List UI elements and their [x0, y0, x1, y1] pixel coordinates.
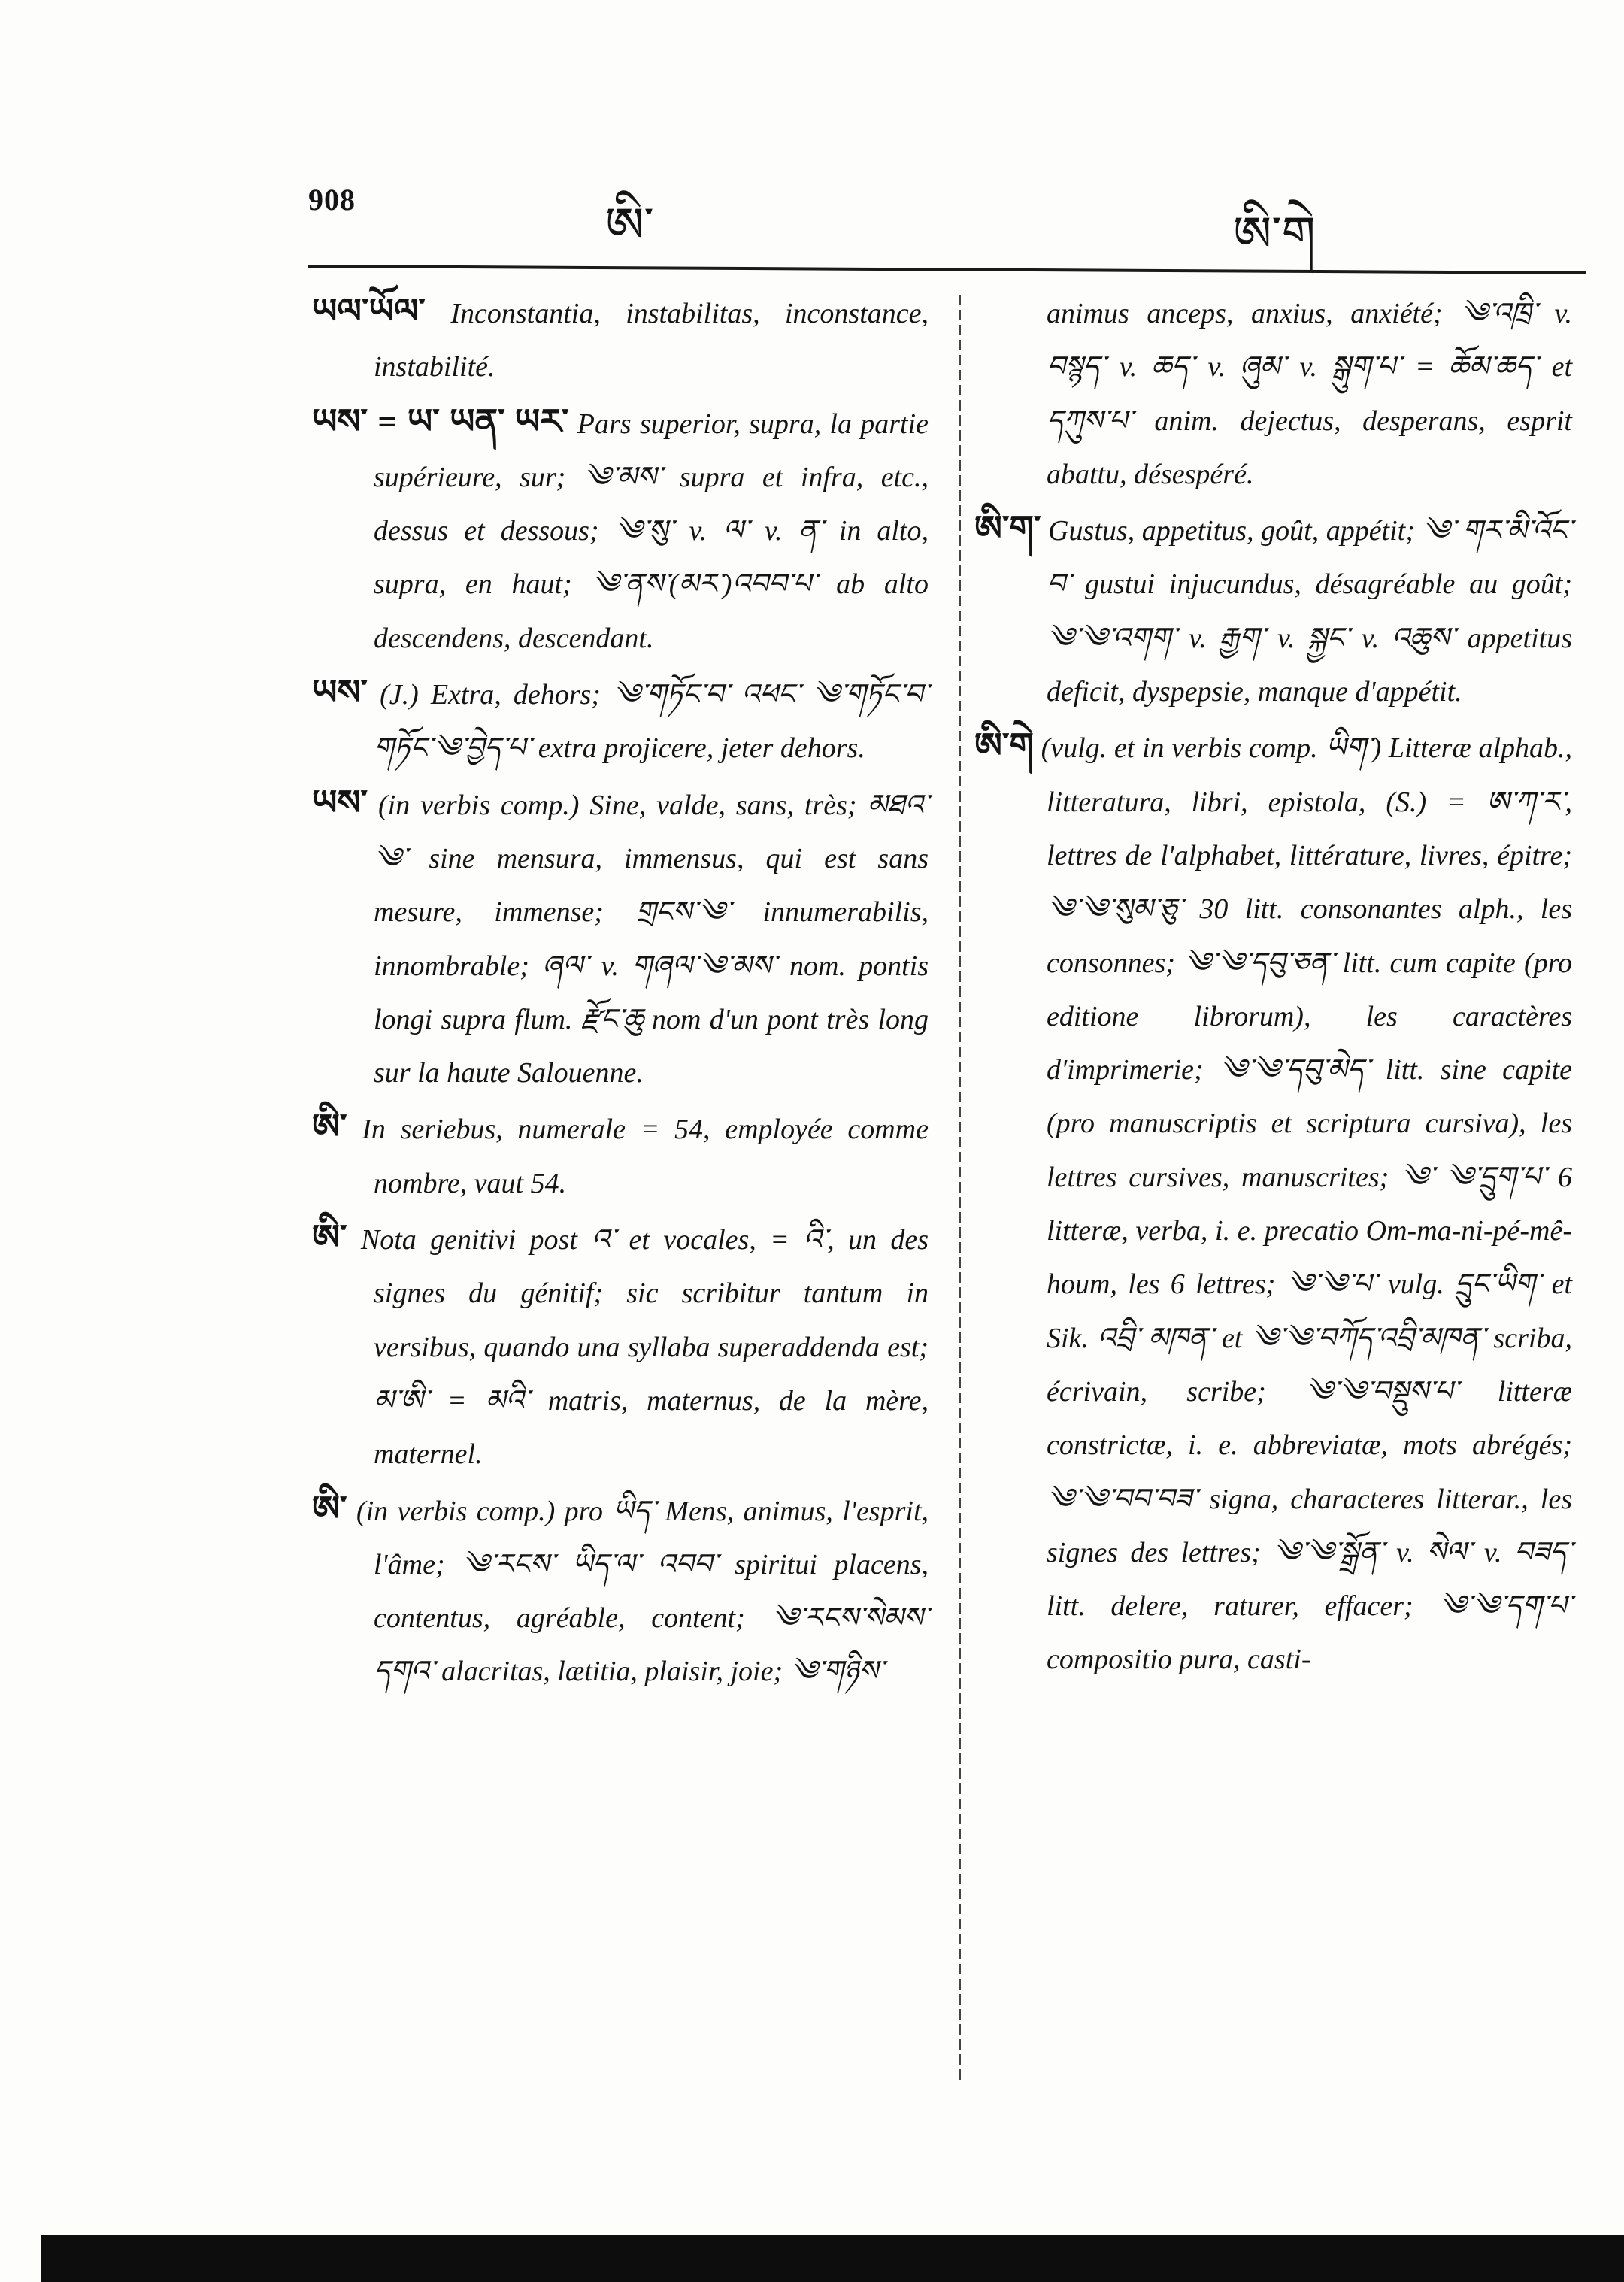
dictionary-entry [312, 1211, 929, 1481]
dictionary-entry [312, 395, 929, 665]
entry-text: (in verbis comp.) Sine, valde, sans, très; མཐའ་༄་ sine mensura, immensus, qui est sans mesure, immense; གྲངས་༄་ innumerabilis, innombrable; ཞལ་ v. གཞལ་༄་མས་ nom. pontis longi supra flum. རྫོང་ཆུ nom d'un pont très long sur la haute Salouenne. [374, 789, 929, 1089]
entry-text: Inconstantia, instabilitas, inconstance, instabilité. [374, 298, 929, 383]
entry-text: In seriebus, numerale = 54, employée comme nombre, vaut 54. [362, 1114, 929, 1199]
entry-headword: ཨི་ག་ [974, 509, 1041, 548]
entry-headword: ཡས་ = ཡ་ ཡན་ ཡར་ [312, 402, 569, 441]
right-running-head: ཨི་གེ [1233, 208, 1316, 261]
page-header [0, 0, 1624, 271]
entry-text: Gustus, appetitus, goût, appétit; ༄་ གར་མི་འོང་བ་ gustui injucundus, désagréable au goût; ༄་༄་འགག་ v. རྒྱག་ v. སྐྱང་ v. འཆུས་ appetitus deficit, dyspepsie, manque d'appétit. [1047, 515, 1572, 708]
entry-headword: ཨི་གེ [974, 726, 1034, 765]
left-running-head: ཨི་ [605, 199, 654, 252]
dictionary-entry [974, 502, 1572, 719]
entry-headword: ཡས་ [312, 673, 368, 712]
dictionary-entry [312, 665, 929, 776]
scan-bottom-border [41, 2235, 1624, 2282]
entry-headword: ཨི་ [312, 1108, 347, 1147]
entry-text: Pars superior, supra, la partie supérieure, sur; ༄་མས་ supra et infra, etc., dessus et dessous; ༄་སུ་ v. ལ་ v. ན་ in alto, supra, en haut; ༄་ནས་(མར་)འབབ་པ་ ab alto descendens, descendant. [374, 408, 929, 654]
dictionary-entry [312, 1100, 929, 1211]
right-column [974, 284, 1572, 1687]
entry-headword: ཡས་ [312, 783, 368, 822]
entry-text: (vulg. et in verbis comp. ཡིག་) Litteræ alphab., litteratura, libri, epistola, (S.) = ཨ་ཀ་ར་, lettres de l'alphabet, littérature, livres, épitre; ༄་༄་སུམ་ཅུ་ 30 litt. consonantes alph., les consonnes; ༄་༄་དབུ་ཅན་ litt. cum capite (pro editione librorum), les caractères d'imprimerie; ༄་༄་དབུ་མེད་ litt. sine capite (pro manuscriptis et scriptura cursiva), les lettres cursives, manuscrites; ༄་ ༄་དྲུག་པ་ 6 litteræ, verba, i. e. precatio Om-ma-ni-pé-mê-houm, les 6 lettres; ༄་༄་པ་ vulg. དྲུང་ཡིག་ et Sik. འབྲི་ མཁན་ et ༄་༄་བཀོད་འབྲི་མཁན་ scriba, écrivain, scribe; ༄་༄་བསྡུས་པ་ litteræ constrictæ, i. e. abbreviatæ, mots abrégés; ༄་༄་བབ་བཟ་ signa, characteres litterar., les signes des lettres; ༄་༄་སྒྲོན་ v. སེལ་ v. བཟད་ litt. delere, raturer, effacer; ༄་༄་དག་པ་ compositio pura, casti- [1041, 732, 1572, 1676]
entry-headword: ཨི་ [312, 1489, 347, 1528]
entry-headword: ཨི་ [312, 1218, 347, 1257]
entry-headword: ཡལ་ཡོལ་ [312, 292, 426, 330]
left-column [312, 284, 929, 1699]
page-number: 908 [308, 183, 356, 217]
dictionary-entry [312, 1482, 929, 1699]
entry-text: Nota genitivi post འ་ et vocales, = འི་, un des signes du génitif; sic scribitur tantum in versibus, quando una syllaba superaddenda est; མ་ཨི་ = མའི་ matris, maternus, de la mère, maternel. [360, 1224, 929, 1471]
column-divider [959, 295, 961, 2084]
entry-text: (in verbis comp.) pro ཡིད་ Mens, animus, l'esprit, l'âme; ༄་རངས་ ཡིད་ལ་ འབབ་ spiritui placens, contentus, agréable, content; ༄་རངས་སེམས་དགའ་ alacritas, lætitia, plaisir, joie; ༄་གཉིས་ [356, 1495, 929, 1688]
entry-text: (J.) Extra, dehors; ༄་གཏོང་བ་ འཕང་ ༄་གཏོང་བ་ གཏོང་༄་བྱེད་པ་ extra projicere, jeter dehors. [374, 679, 929, 765]
dictionary-entry-continuation [974, 284, 1572, 502]
dictionary-entry [974, 719, 1572, 1686]
entry-text: animus anceps, anxius, anxiété; ༄་འཁྲི་ v. བསྙད་ v. ཆད་ v. ཞུམ་ v. སྒུག་པ་ = ཆོམ་ཆད་ et དཀུས་པ་ anim. dejectus, desperans, esprit abattu, désespéré. [1047, 298, 1572, 490]
header-rule [308, 265, 1586, 274]
dictionary-entry [312, 776, 929, 1101]
dictionary-entry [312, 284, 929, 395]
